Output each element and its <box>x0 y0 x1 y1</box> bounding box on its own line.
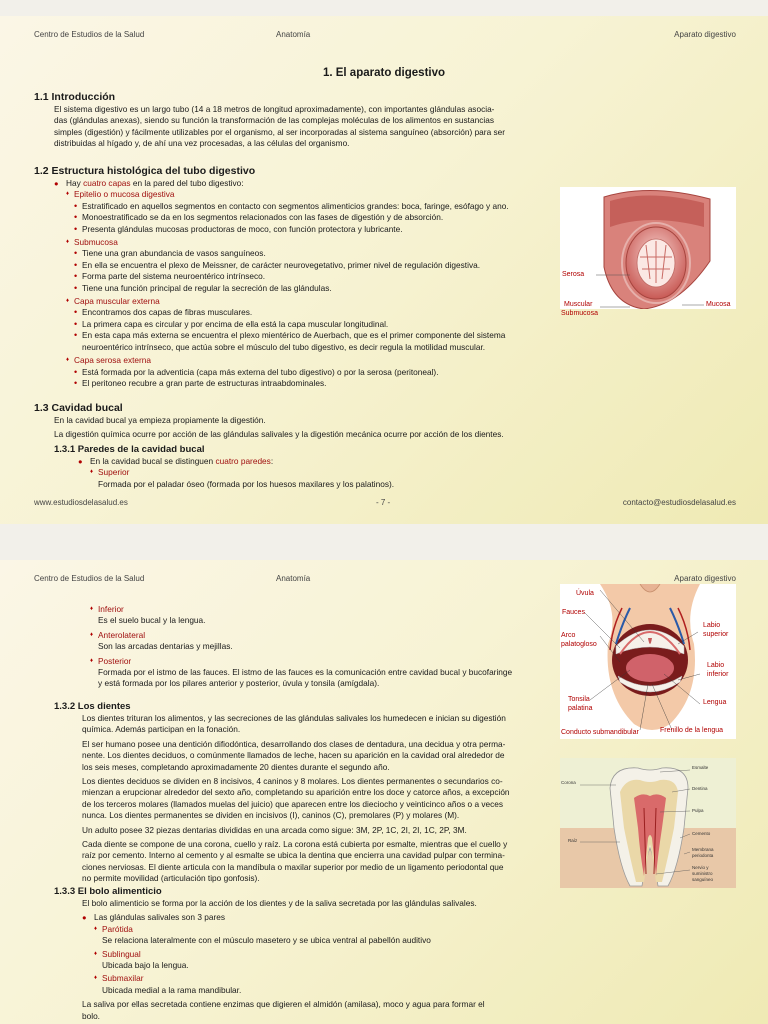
label-palatogloso: palatogloso <box>561 641 597 648</box>
paragraph: bolo. <box>82 1010 100 1021</box>
heading-bolo: 1.3.3 El bolo alimenticio <box>54 886 162 897</box>
paragraph: Los dientes deciduos se dividen en 8 incisivos, 4 caninos y 8 molares. Los dientes permanentes o secundarios co- <box>82 776 503 787</box>
paragraph: nente. Los dientes deciduos, o comúnmente llamados de leche, hacen su aparición en la cavidad oral alrededor de <box>82 750 505 761</box>
label-labio-inferior: Labio <box>707 662 725 669</box>
wall-inferior: ♦ Inferior <box>90 604 554 615</box>
layer-mucosa: ♦ Epitelio o mucosa digestiva <box>66 189 554 200</box>
label-mucosa: Mucosa <box>706 301 731 308</box>
list-item: • En esta capa más externa se encuentra el plexo mientérico de Auerbach, que es el primer componente del sistema <box>74 330 554 341</box>
label-lengua: Lengua <box>703 699 727 706</box>
label-pulpa: Pulpa <box>692 808 704 813</box>
list-item-continued: neuroentérico intrínseco, que actúa sobre el músculo del tubo digestivo, es decir regula la motilidad muscular. <box>82 341 486 352</box>
label-uvula: Úvula <box>576 590 594 597</box>
intro-line: simples (digestión) y fácilmente utilizables por el organismo, al ser incorporadas al sistema sanguíneo (absorción) para ser <box>54 126 506 137</box>
layer-submucosa: ♦ Submucosa <box>66 237 554 248</box>
label-conducto: Conducto submandibular <box>561 729 639 736</box>
intro-line: El sistema digestivo es un largo tubo (14 a 18 metros de longitud aproximadamente), con importantes glándulas asocia- <box>54 104 495 114</box>
label-frenillo: Frenillo de la lengua <box>660 727 724 734</box>
label-raiz: Raíz <box>568 838 578 843</box>
list-item: • Tiene una función principal de regular la secreción de las glándulas. <box>74 283 554 294</box>
label-fauces: Fauces <box>562 609 585 616</box>
label-serosa: Serosa <box>562 271 585 278</box>
header-left: Centro de Estudios de la Salud <box>34 30 145 39</box>
walls-continued <box>34 604 554 690</box>
wall-posterior: ♦ Posterior <box>90 656 554 667</box>
layer-muscular: ♦ Capa muscular externa <box>66 296 554 307</box>
histology-figure <box>560 187 736 317</box>
label-tonsila: Tonsila <box>568 696 590 703</box>
document-page-2 <box>0 560 768 1024</box>
label-labio-superior: Labio <box>703 622 721 629</box>
label-periodonta: periodonta <box>692 853 714 858</box>
label-sanguineo: sanguíneo <box>692 877 714 882</box>
wall-text: Es el suelo bucal y la lengua. <box>98 615 206 626</box>
paragraph: Un adulto posee 32 piezas dentarias divididas en una arcada como sigue: 3M, 2P, 1C, 2I, 2I, 1C, 2P, 3M. <box>82 824 467 835</box>
header-right: Aparato digestivo <box>674 30 736 39</box>
heading-dientes: 1.3.2 Los dientes <box>54 701 131 712</box>
gland-text: Ubicada medial a la rama mandibular. <box>102 984 242 995</box>
label-cemento: Cemento <box>692 831 711 836</box>
list-item: • Monoestratificado se da en los segmentos relacionados con las fases de digestión y de absorción. <box>74 212 554 223</box>
label-esmalte: Esmalte <box>692 765 709 770</box>
wall-superior-text: Formada por el paladar óseo (formada por los huesos maxilares y los palatinos). <box>98 478 395 489</box>
section-1-1 <box>34 90 734 150</box>
label-muscular: Muscular <box>564 301 593 308</box>
paragraph: El bolo alimenticio se forma por la acción de los dientes y de la saliva secretada por las glándulas salivales. <box>82 898 477 908</box>
section-1-2 <box>34 164 554 389</box>
paragraph: nunca. Los dientes permanentes se dividen en incisivos (I), caninos (C), premolares (P) y molares (M). <box>82 810 460 821</box>
heading-cavidad-bucal: 1.3 Cavidad bucal <box>34 402 123 414</box>
paragraph: Cada diente se compone de una corona, cuello y raíz. La corona está cubierta por esmalte, mientras que el cuello y <box>82 839 508 850</box>
paragraph: los seis meses, completando aproximadamente 20 dientes durante el segundo año. <box>82 761 390 772</box>
wall-superior: ♦ Superior <box>90 467 734 478</box>
heading-estructura: 1.2 Estructura histológica del tubo digestivo <box>34 165 256 177</box>
label-arco: Arco <box>561 632 576 639</box>
list-item: • Estratificado en aquellos segmentos en contacto con segmentos alimenticios grandes: boca, faringe, esófago y ano. <box>74 201 554 212</box>
label-labio-superior-2: superior <box>703 631 729 638</box>
paragraph: La digestión química ocurre por acción de las glándulas salivales y la digestión mecánica ocurre por acción de los dientes. <box>54 429 504 440</box>
wall-text: y está formada por los pilares anterior y posterior, úvula y tonsila (amígdala). <box>98 678 380 689</box>
paragraph: de los terceros molares (llamados muelas del juicio) que aparecen entre los dieciocho y veinticinco años o a veces <box>82 798 504 809</box>
paragraph: no permite movilidad (articulación tipo gonfosis). <box>82 873 260 884</box>
digestive-tube-section-illustration <box>560 187 736 309</box>
header-right: Aparato digestivo <box>674 574 736 583</box>
label-palatina: palatina <box>568 705 593 712</box>
label-membrana: Membrana <box>692 847 714 852</box>
header-center: Anatomía <box>276 30 311 39</box>
list-item: • Tiene una gran abundancia de vasos sanguíneos. <box>74 248 554 259</box>
header-left: Centro de Estudios de la Salud <box>34 574 145 583</box>
footer-right: contacto@estudiosdelasalud.es <box>622 498 736 507</box>
paragraph: El ser humano posee una dentición difiodóntica, desarrollando dos clases de dentadura, una decidua y otra perma- <box>82 738 506 749</box>
list-item: • Está formada por la adventicia (capa más externa del tubo digestivo) o por la serosa (peritoneal). <box>74 367 554 378</box>
section-1-3-3 <box>34 885 554 1022</box>
label-labio-inferior-2: inferior <box>707 671 729 678</box>
label-nervio: Nervio y <box>692 865 709 870</box>
list-item: • La primera capa es circular y por encima de ella está la capa muscular longitudinal. <box>74 319 554 330</box>
list-item: • El peritoneo recubre a gran parte de estructuras intraabdominales. <box>74 378 554 389</box>
intro-line: distribuidas al hígado y, de ahí una vez procesadas, a las células del organismo. <box>54 138 350 149</box>
tooth-cross-section-illustration <box>560 758 736 888</box>
label-dentina: Dentina <box>692 786 708 791</box>
heading-introduccion: 1.1 Introducción <box>34 91 116 103</box>
bullet-glandulas: ● Las glándulas salivales son 3 pares <box>82 912 554 923</box>
tooth-figure <box>560 758 736 888</box>
layer-serosa: ♦ Capa serosa externa <box>66 355 554 366</box>
paragraph: En la cavidad bucal ya empieza propiamente la digestión. <box>54 415 266 425</box>
list-item: • Presenta glándulas mucosas productoras de moco, con función protectora y lubricante. <box>74 224 554 235</box>
intro-line: das (glándulas anexas), siendo su función la transformación de las complejas moléculas de los alimentos en sustancias <box>54 115 494 126</box>
gland-text: Se relaciona lateralmente con el músculo masetero y se ubica ventral al pabellón auditivo <box>102 935 431 946</box>
page-title: 1. El aparato digestivo <box>322 67 446 79</box>
header-center: Anatomía <box>276 574 311 583</box>
paragraph: ciones nerviosas. El diente articula con la mandíbula o maxilar superior por medio de un ligamento periodontal que <box>82 861 504 872</box>
footer-left: www.estudiosdelasalud.es <box>34 498 128 507</box>
section-1-3-2 <box>34 700 554 885</box>
heading-paredes: 1.3.1 Paredes de la cavidad bucal <box>54 443 205 455</box>
gland-text: Ubicada bajo la lengua. <box>102 960 189 971</box>
label-submucosa: Submucosa <box>561 310 598 317</box>
document-page-1 <box>0 16 768 524</box>
gland-parotida: ♦ Parótida <box>94 924 554 935</box>
list-item: • Forma parte del sistema neuroentérico intrínseco. <box>74 271 554 282</box>
paragraph: La saliva por ellas secretada contiene enzimas que digieren el almidón (amilasa), moco y agua para formar el <box>82 999 485 1010</box>
gland-submaxilar: ♦ Submaxilar <box>94 973 554 984</box>
wall-text: Son las arcadas dentarias y mejillas. <box>98 641 233 652</box>
label-suministro: suministro <box>692 871 713 876</box>
gland-sublingual: ♦ Sublingual <box>94 949 554 960</box>
bullet-cuatro-capas: ● Hay cuatro capas en la pared del tubo digestivo: <box>54 178 554 189</box>
paragraph: raíz por cemento. Interno al cemento y al esmalte se ubica la dentina que encierra una cavidad pulpar con termina- <box>82 850 505 861</box>
wall-text: Formada por el istmo de las fauces. El istmo de las fauces es la comunicación entre cavidad bucal y bucofaringe <box>98 667 513 678</box>
paragraph: mienzan a erupcionar alrededor del sexto año, completando su aparición entre los doce y catorce años, a excepción <box>82 787 510 798</box>
label-corona: Corona <box>561 780 576 785</box>
list-item: • En ella se encuentra el plexo de Meissner, de carácter neurovegetativo, primer nivel de regulación digestiva. <box>74 260 554 271</box>
paragraph: Los dientes trituran los alimentos, y las secreciones de las glándulas salivales los humedecen e inician su digestión <box>82 713 506 723</box>
bullet-cuatro-paredes: ● En la cavidad bucal se distinguen cuatro paredes: <box>78 456 734 467</box>
page-number: - 7 - <box>376 498 391 507</box>
mouth-figure <box>560 584 736 739</box>
paragraph: química. Además participan en la fonación. <box>82 724 241 735</box>
section-1-3 <box>34 401 734 490</box>
list-item: • Encontramos dos capas de fibras musculares. <box>74 307 554 318</box>
wall-anterolateral: ♦ Anterolateral <box>90 630 554 641</box>
